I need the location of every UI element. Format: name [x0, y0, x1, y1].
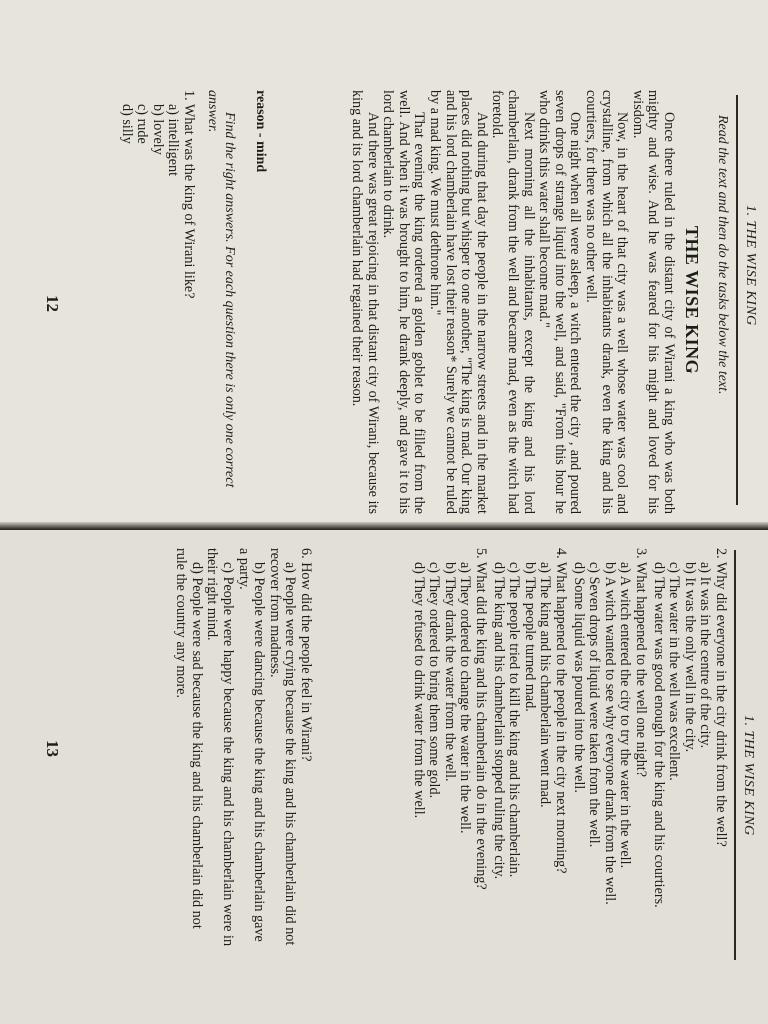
option: a) People were crying because the king and his chamberlain did not recover from madness.: [266, 548, 299, 946]
option: c) The water in the well was excellent.: [666, 562, 683, 781]
option: a) intelligent: [165, 104, 182, 177]
option: b) lovely: [149, 104, 166, 155]
story-title: THE WISE KING: [682, 225, 702, 375]
task-instruction: Find the right answers. For each question there is only one correct answer.: [205, 90, 237, 488]
question-1: [118, 90, 196, 510]
answer-options: [118, 90, 180, 510]
answer-options: [650, 548, 712, 998]
option: d) Some liquid was poured into the well.: [570, 562, 587, 793]
option: b) It was the only well in the city.: [681, 562, 698, 753]
running-head: 1. THE WISE KING: [741, 715, 756, 836]
story-paragraph: And there was great rejoicing in that distant city of Wirani, because its king and its lord chamberlain had regained their reason.: [349, 90, 381, 514]
story-text: [349, 90, 676, 514]
story-paragraph: And during that day the people in the narrow streets and in the market places did nothing but whisper to one another, "The king is mad. Our king and his lord chamberlain have lost their reason* Surely we cannot be ruled by a mad king. We must dethrone him.": [427, 90, 490, 514]
question-text: 2. Why did everyone in the city drink from the well?: [713, 548, 729, 847]
question-6: [173, 548, 313, 948]
question-text: 1. What was the king of Wirani like?: [181, 90, 197, 299]
reading-instruction: Read the text and then do the tasks below the text.: [715, 115, 730, 395]
story-paragraph: One night when all were asleep, a witch entered the city , and poured seven drops of strange liquid into the well, and said, "From this hour he who drinks this water shall become mad.": [536, 90, 584, 514]
question-text: 6. How did the people feel in Wirani?: [298, 548, 314, 762]
story-paragraph: Once there ruled in the distant city of Wirani a king who was both mighty and wise. And he was feared for his might and loved for his wisdom.: [629, 90, 677, 514]
option: a) A witch entered the city to try the water in the well.: [617, 562, 634, 869]
option: d) The king and his chamberlain stopped ruling the city.: [490, 562, 507, 880]
question-4: [490, 548, 568, 998]
question-text: 3. What happened to the well one night?: [633, 548, 650, 778]
header-rule: [735, 550, 737, 960]
answer-options: [490, 548, 552, 998]
option: b) The people turned mad.: [521, 562, 538, 712]
option: c) People were happy because the king and his chamberlain were in their right mind.: [204, 548, 237, 947]
question-3: [570, 548, 648, 998]
option: a) The king and his chamberlain went mad.: [537, 562, 554, 808]
page-number: 12: [43, 295, 62, 312]
option: d) They refused to drink water from the well.: [410, 562, 427, 819]
header-rule: [737, 95, 739, 505]
question-5: [410, 548, 488, 998]
story-paragraph: Next morning all the inhabitants, except the king and his lord chamberlain, drank from the well and became mad, even as the witch had foretold.: [489, 90, 537, 514]
answer-options: [570, 548, 632, 998]
option: b) They drank the water from the well.: [441, 562, 458, 782]
option: d) silly: [118, 104, 135, 144]
page-13: [0, 530, 768, 1024]
option: c) Seven drops of liquid were taken from the well.: [586, 562, 603, 848]
question-text: 4. What happened to the people in the city next morning?: [553, 548, 570, 874]
option: d) The water was good enough for the king and his courtiers.: [650, 562, 667, 908]
option: c) rude: [134, 104, 151, 144]
option: c) The people tried to kill the king and his chamberlain.: [506, 562, 523, 878]
question-text: 5. What did the king and his chamberlain do in the evening?: [473, 548, 490, 890]
page-number: 13: [43, 740, 62, 757]
gloss-note: reason - mind: [253, 90, 268, 173]
story-paragraph: That evening the king ordered a golden goblet to be filled from the well. And when it was brought to him, he drank deeply, and gave it to his lord chamberlain to drink.: [380, 90, 428, 514]
question-2: [650, 548, 728, 998]
option: a) It was in the centre of the city.: [697, 562, 714, 749]
answer-options: [410, 548, 472, 998]
option: d) People were sad because the king and his chamberlain did not rule the country any more.: [173, 548, 205, 929]
option: b) People were dancing because the king and his chamberlain gave a party.: [235, 548, 268, 942]
questions-2-5: [408, 548, 728, 998]
running-head: 1. THE WISE KING: [743, 205, 758, 326]
option: a) They ordered to change the water in the well.: [457, 562, 474, 834]
option: c) They ordered to bring them some gold.: [426, 562, 443, 799]
story-paragraph: Now, in the heart of that city was a well whose water was cool and crystalline, from which all the inhabitants drank, even the king and his courtiers, for there was no other well.: [583, 90, 631, 514]
option: b) A witch wanted to see why everyone drank from the well.: [601, 562, 618, 905]
